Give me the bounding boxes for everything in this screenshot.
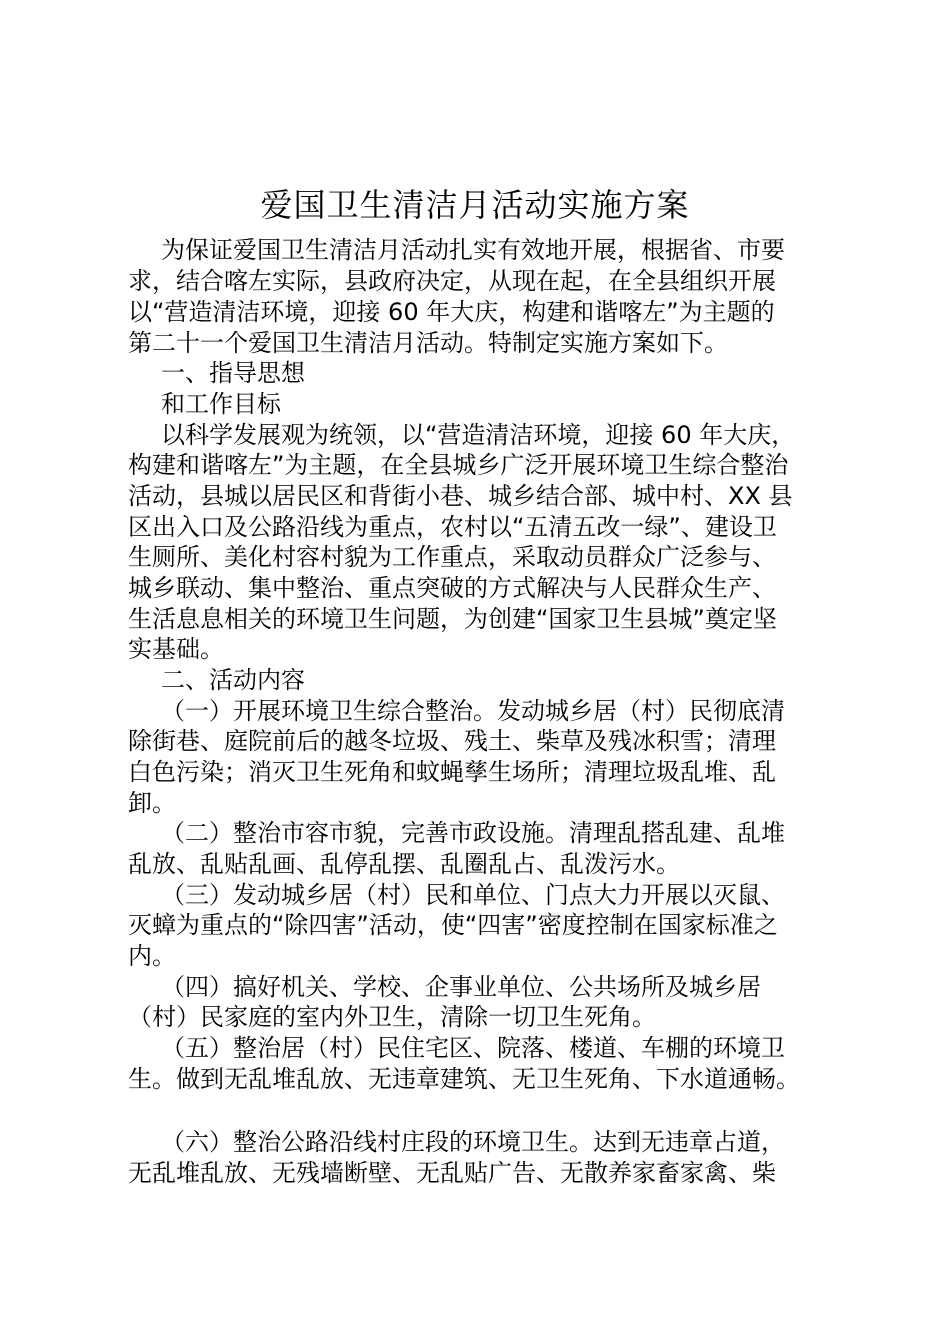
paragraph-line: 以“营造清洁环境，迎接 60 年大庆，构建和谐喀左”为主题的 bbox=[128, 298, 775, 326]
paragraph-line: 构建和谐喀左”为主题，在全县城乡广泛开展环境卫生综合整治 bbox=[128, 451, 789, 479]
paragraph-line: 生活息息相关的环境卫生问题，为创建“国家卫生县城”奠定坚 bbox=[128, 605, 777, 633]
section-heading: 二、活动内容 bbox=[161, 666, 305, 694]
paragraph-line: （三）发动城乡居（村）民和单位、门点大力开展以灭鼠、 bbox=[161, 881, 785, 909]
section-heading: 和工作目标 bbox=[161, 390, 281, 418]
paragraph-line: 活动，县城以居民区和背街小巷、城乡结合部、城中村、XX 县 bbox=[128, 482, 793, 510]
paragraph-line: （一）开展环境卫生综合整治。发动城乡居（村）民彻底清 bbox=[161, 697, 785, 725]
paragraph-line: 灭蟑为重点的“除四害”活动，使“四害”密度控制在国家标准之 bbox=[128, 911, 778, 939]
paragraph-line: 生厕所、美化村容村貌为工作重点，采取动员群众广泛参与、 bbox=[128, 543, 776, 571]
paragraph-line: （村）民家庭的室内外卫生，清除一切卫生死角。 bbox=[128, 1003, 656, 1031]
document-title: 爱国卫生清洁月活动实施方案 bbox=[260, 186, 690, 224]
paragraph-line: 无乱堆乱放、无残墙断壁、无乱贴广告、无散养家畜家禽、柴 bbox=[128, 1159, 776, 1187]
paragraph-line: （四）搞好机关、学校、企事业单位、公共场所及城乡居 bbox=[161, 973, 761, 1001]
section-heading: 一、指导思想 bbox=[161, 359, 305, 387]
paragraph-line: 以科学发展观为统领，以“营造清洁环境，迎接 60 年大庆， bbox=[161, 421, 796, 449]
paragraph-line: 求，结合喀左实际，县政府决定，从现在起，在全县组织开展 bbox=[128, 267, 776, 295]
paragraph-line: （二）整治市容市貌，完善市政设施。清理乱搭乱建、乱堆 bbox=[161, 819, 785, 847]
paragraph-line: 乱放、乱贴乱画、乱停乱摆、乱圈乱占、乱泼污水。 bbox=[128, 850, 680, 878]
paragraph-line: 城乡联动、集中整治、重点突破的方式解决与人民群众生产、 bbox=[128, 574, 776, 602]
paragraph-line: 第二十一个爱国卫生清洁月活动。特制定实施方案如下。 bbox=[128, 329, 728, 357]
paragraph-line: 区出入口及公路沿线为重点，农村以“五清五改一绿”、建设卫 bbox=[128, 513, 777, 541]
paragraph-line: 内。 bbox=[128, 942, 176, 970]
paragraph-line: （六）整治公路沿线村庄段的环境卫生。达到无违章占道， bbox=[161, 1128, 785, 1156]
paragraph-line: 卸。 bbox=[128, 789, 176, 817]
paragraph-line: 除街巷、庭院前后的越冬垃圾、残土、柴草及残冰积雪；清理 bbox=[128, 727, 776, 755]
paragraph-line: 实基础。 bbox=[128, 635, 224, 663]
paragraph-line: （五）整治居（村）民住宅区、院落、楼道、车棚的环境卫 bbox=[161, 1034, 785, 1062]
paragraph-line: 为保证爱国卫生清洁月活动扎实有效地开展，根据省、市要 bbox=[161, 236, 785, 264]
paragraph-line: 生。做到无乱堆乱放、无违章建筑、无卫生死角、下水道通畅。 bbox=[128, 1065, 800, 1093]
paragraph-line: 白色污染；消灭卫生死角和蚊蝇孳生场所；清理垃圾乱堆、乱 bbox=[128, 758, 776, 786]
